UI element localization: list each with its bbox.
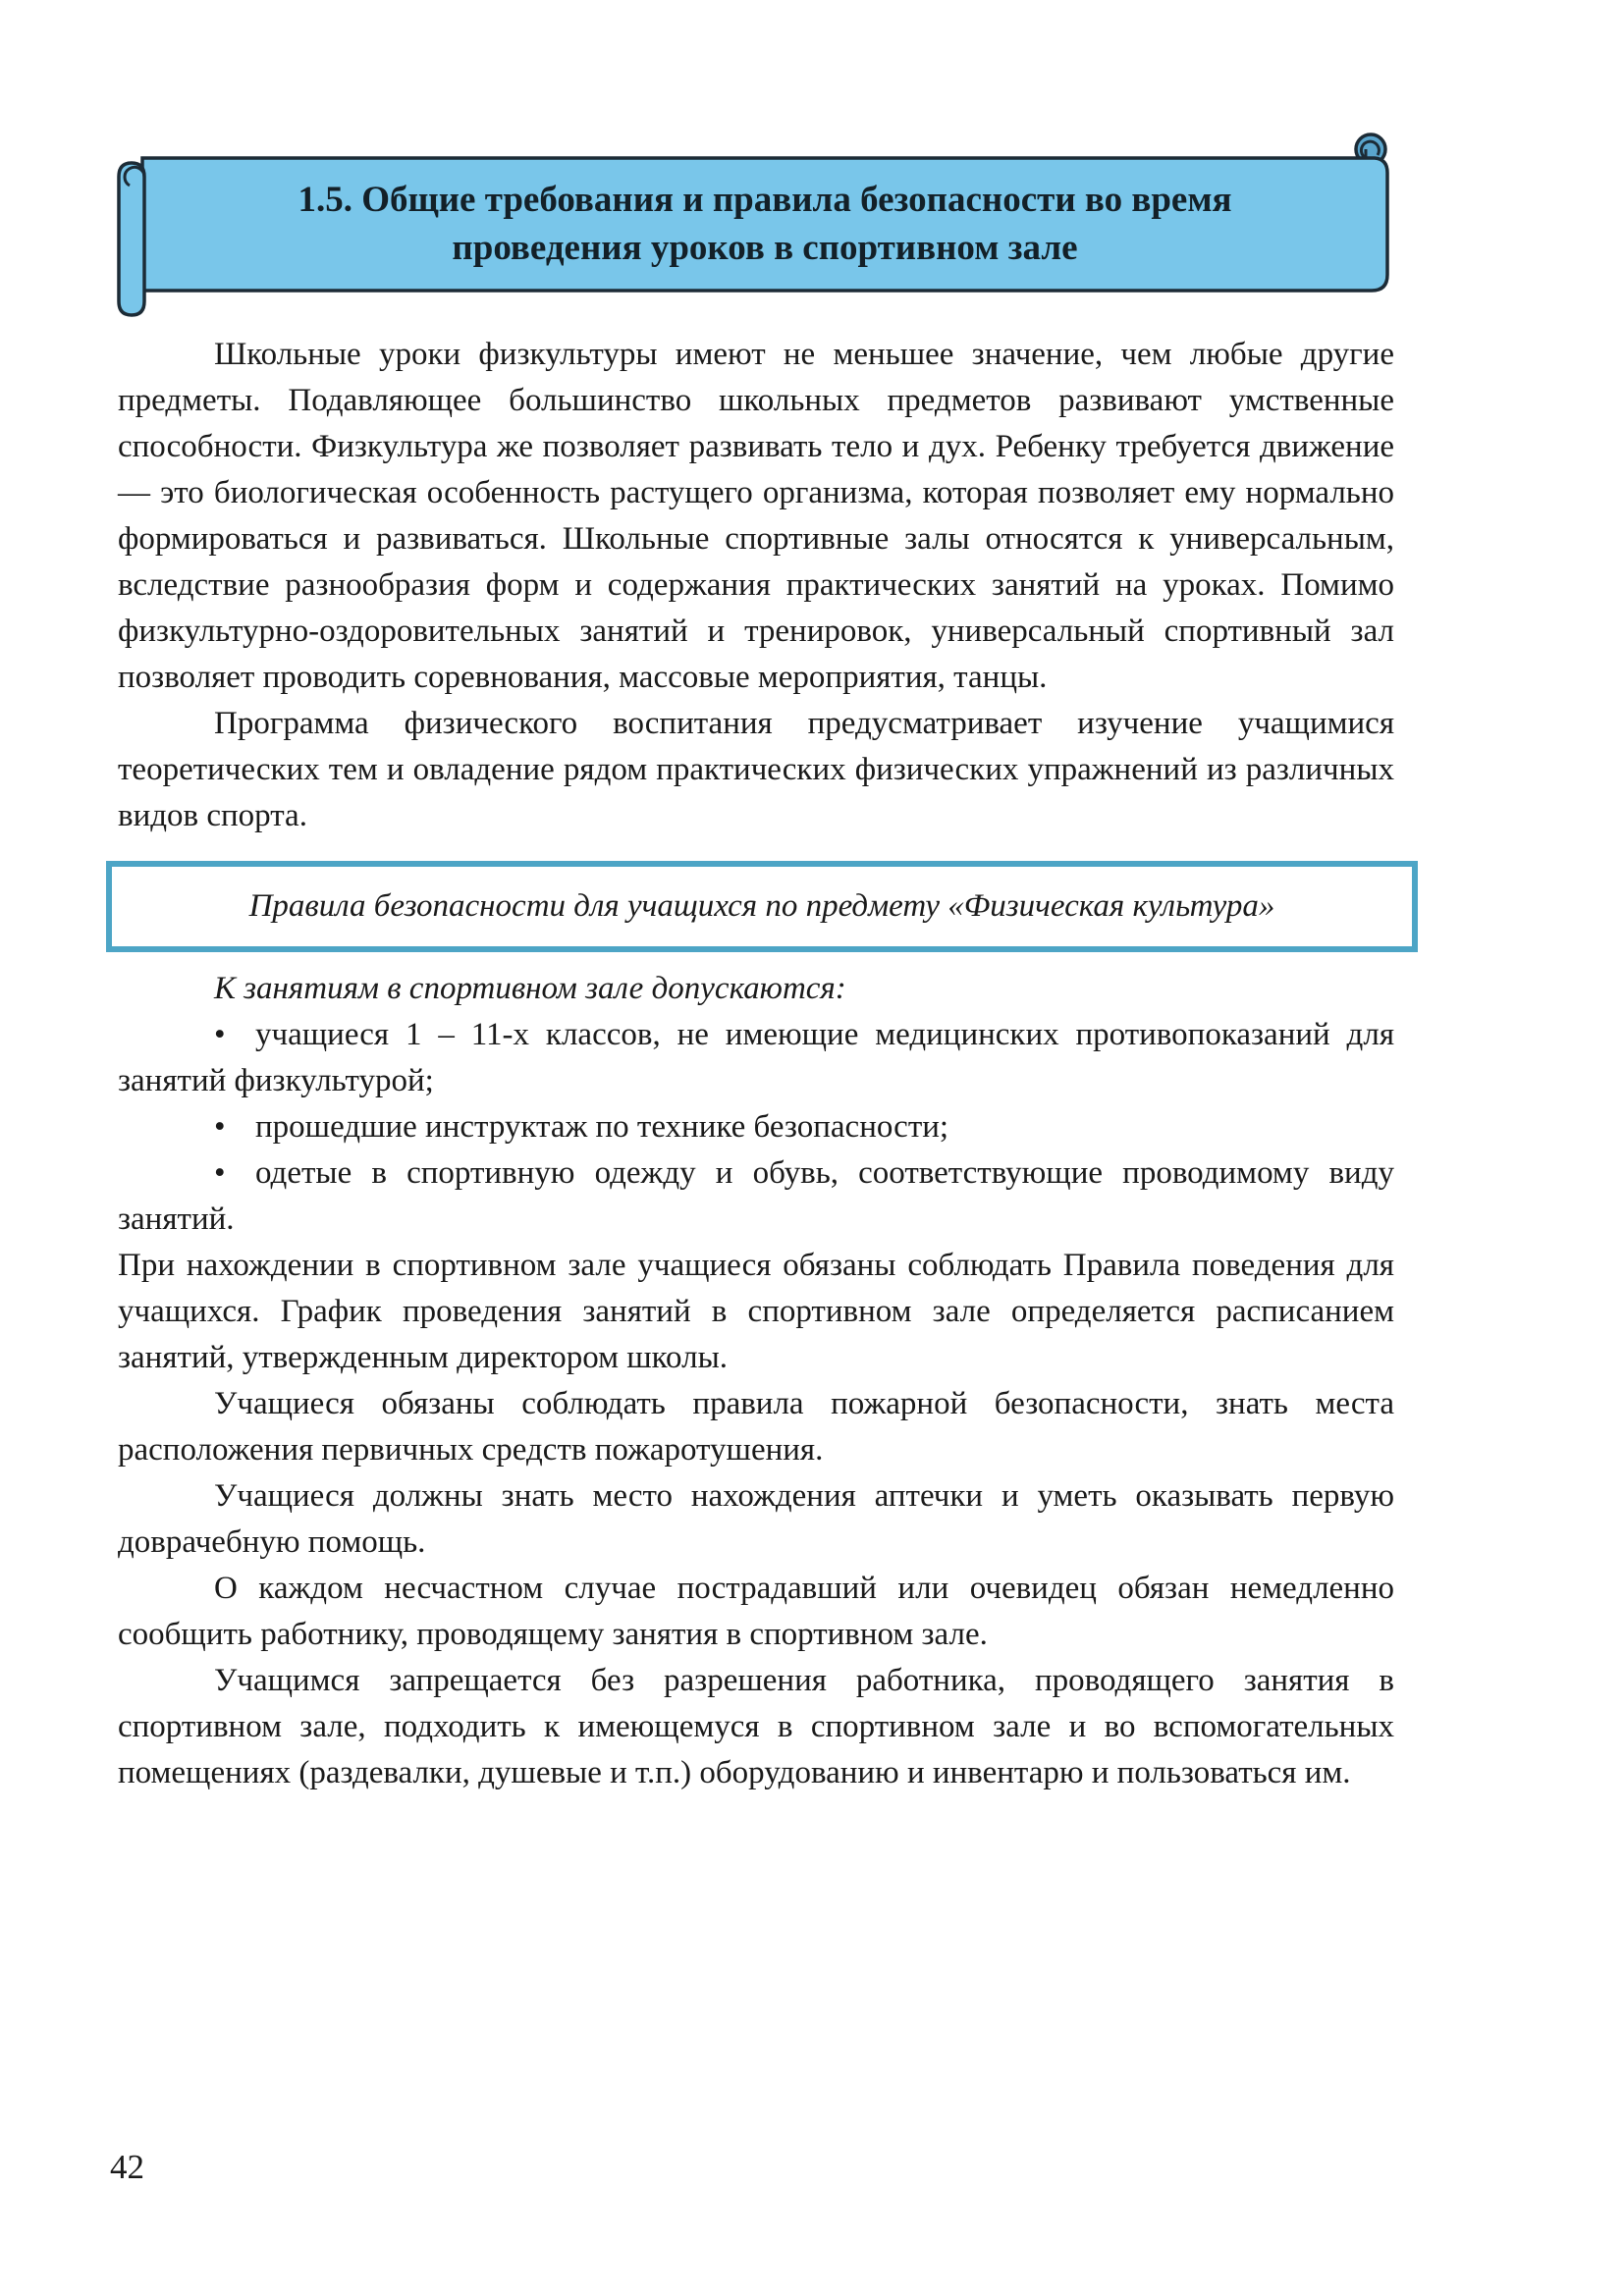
bullet-icon: • — [214, 1109, 226, 1145]
rule-bullet-2 — [118, 1104, 1394, 1150]
rules-paragraph-3: Учащиеся должны знать место нахождения аптечки и уметь оказывать первую доврачебную помощь. — [118, 1478, 1394, 1560]
bullet-icon: • — [214, 1017, 226, 1052]
rules-paragraph-5: Учащимся запрещается без разрешения работника, проводящего занятия в спортивном зале, подходить к имеющемуся в спортивном зале и во вспомогательных помещениях (раздевалки, душевые и т.п.) оборудованию и инвентарю и пользоваться им. — [118, 1663, 1394, 1790]
section-title-line2: проведения уроков в спортивном зале — [452, 228, 1078, 268]
rule-bullet-2-text: прошедшие инструктаж по технике безопасности; — [255, 1109, 949, 1145]
bullet-icon: • — [214, 1155, 226, 1191]
rules-paragraph-1: При нахождении в спортивном зале учащиеся обязаны соблюдать Правила поведения для учащихся. График проведения занятий в спортивном зале определяется расписанием занятий, утвержденным директором школы. — [118, 1248, 1394, 1375]
section-title-line1: 1.5. Общие требования и правила безопасности во время — [298, 180, 1232, 221]
intro-paragraph-1: Школьные уроки физкультуры имеют не меньшее значение, чем любые другие предметы. Подавляющее большинство школьных предметов развивают умственные способности. Физкультура же позволяет развивать тело и дух. Ребенку требуется движение — это биологическая особенность растущего организма, которая позволяет ему нормально формироваться и развиваться. Школьные спортивные залы относятся к универсальным, вследствие разнообразия форм и содержания практических занятий на уроках. Помимо физкультурно-оздоровительных занятий и тренировок, универсальный спортивный зал позволяет проводить соревнования, массовые мероприятия, танцы. — [118, 337, 1394, 695]
rule-bullet-1 — [118, 1012, 1394, 1104]
text-column — [118, 332, 1394, 1796]
rules-title-box — [106, 861, 1418, 952]
rules-title: Правила безопасности для учащихся по предмету «Физическая культура» — [248, 888, 1275, 924]
rule-bullet-3 — [118, 1150, 1394, 1243]
page-number: 42 — [110, 2148, 144, 2186]
rules-paragraph-2: Учащиеся обязаны соблюдать правила пожарной безопасности, знать места расположения первичных средств пожаротушения. — [118, 1386, 1394, 1468]
scroll-left-roll — [119, 163, 144, 315]
rules-paragraph-4: О каждом несчастном случае пострадавший или очевидец обязан немедленно сообщить работнику, проводящему занятия в спортивном зале. — [118, 1571, 1394, 1652]
rules-lead-in: К занятиям в спортивном зале допускаются: — [214, 971, 846, 1006]
rule-bullet-3-text: одетые в спортивную одежду и обувь, соответствующие проводимому виду занятий. — [118, 1155, 1394, 1237]
rule-bullet-1-text: учащиеся 1 – 11-х классов, не имеющие медицинских противопоказаний для занятий физкультурой; — [118, 1017, 1394, 1098]
section-title — [147, 159, 1382, 291]
intro-paragraph-2: Программа физического воспитания предусматривает изучение учащимися теоретических тем и овладение рядом практических физических упражнений из различных видов спорта. — [118, 706, 1394, 833]
